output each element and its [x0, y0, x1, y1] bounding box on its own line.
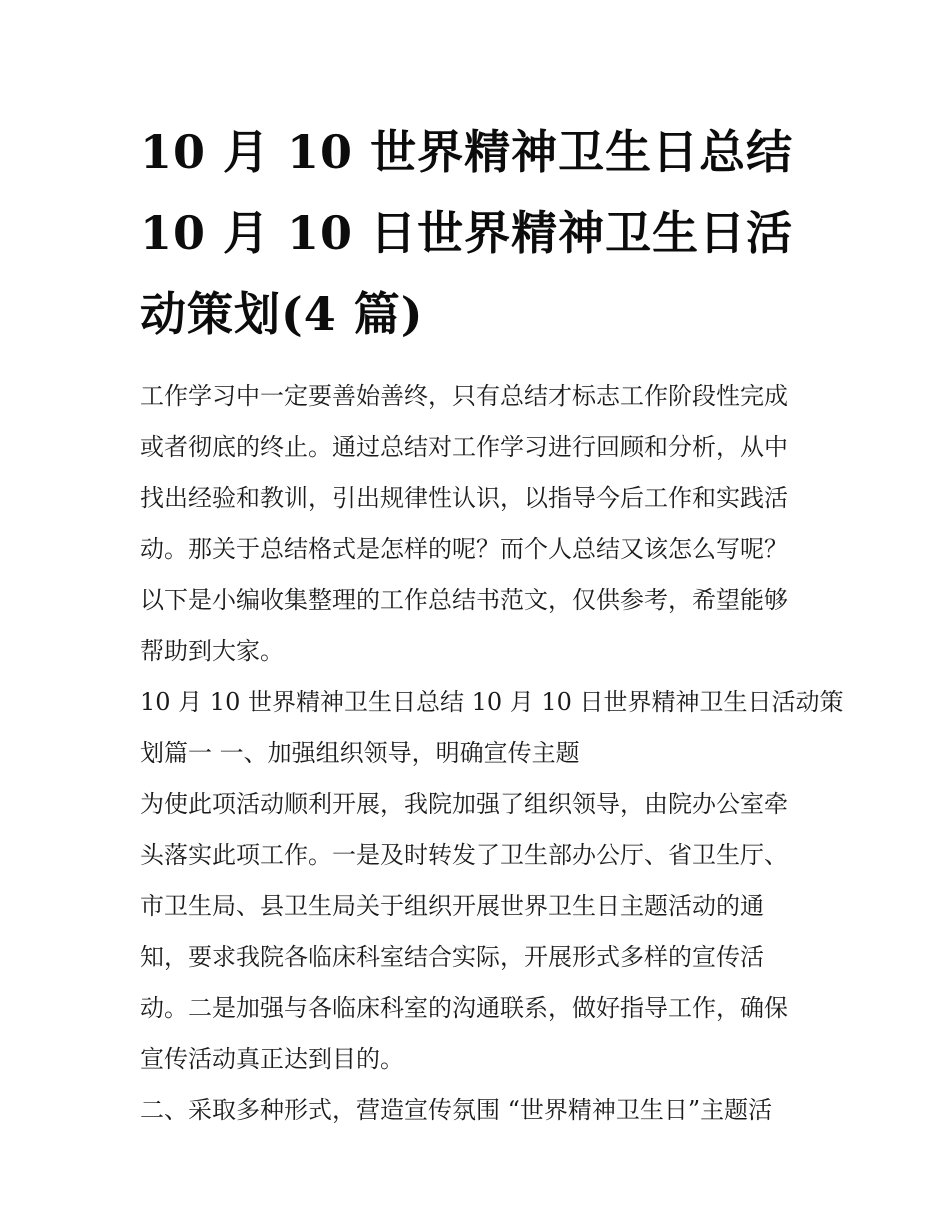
document-title	[140, 112, 815, 355]
text-line: 头落实此项工作。一是及时转发了卫生部办公厅、省卫生厅、	[140, 841, 788, 869]
title-line: 动策划(4 篇)	[140, 287, 424, 341]
section-one-heading	[140, 677, 844, 779]
title-line: 10 月 10 世界精神卫生日总结	[140, 125, 794, 179]
intro-paragraph	[140, 371, 815, 677]
title-line: 10 月 10 日世界精神卫生日活	[140, 206, 794, 260]
section-one-paragraph	[140, 779, 815, 1085]
text-line: 动。那关于总结格式是怎样的呢？而个人总结又该怎么写呢？	[140, 535, 788, 563]
text-line: 二、采取多种形式，营造宣传氛围 “世界精神卫生日”主题活	[140, 1096, 773, 1124]
text-line: 市卫生局、县卫生局关于组织开展世界卫生日主题活动的通	[140, 892, 764, 920]
text-line: 找出经验和教训，引出规律性认识，以指导今后工作和实践活	[140, 484, 788, 512]
text-line: 宣传活动真正达到目的。	[140, 1045, 404, 1073]
text-line: 为使此项活动顺利开展，我院加强了组织领导，由院办公室牵	[140, 790, 788, 818]
section-two-paragraph	[140, 1085, 815, 1136]
text-line: 知，要求我院各临床科室结合实际，开展形式多样的宣传活	[140, 943, 764, 971]
text-line: 工作学习中一定要善始善终，只有总结才标志工作阶段性完成	[140, 382, 788, 410]
text-line: 动。二是加强与各临床科室的沟通联系，做好指导工作，确保	[140, 994, 788, 1022]
text-line: 帮助到大家。	[140, 637, 284, 665]
text-line: 10 月 10 世界精神卫生日总结 10 月 10 日世界精神卫生日活动策	[140, 688, 844, 716]
document-page	[140, 112, 844, 1136]
text-line: 或者彻底的终止。通过总结对工作学习进行回顾和分析，从中	[140, 433, 788, 461]
text-line: 以下是小编收集整理的工作总结书范文，仅供参考，希望能够	[140, 586, 788, 614]
text-line: 划篇一 一、加强组织领导，明确宣传主题	[140, 739, 580, 767]
